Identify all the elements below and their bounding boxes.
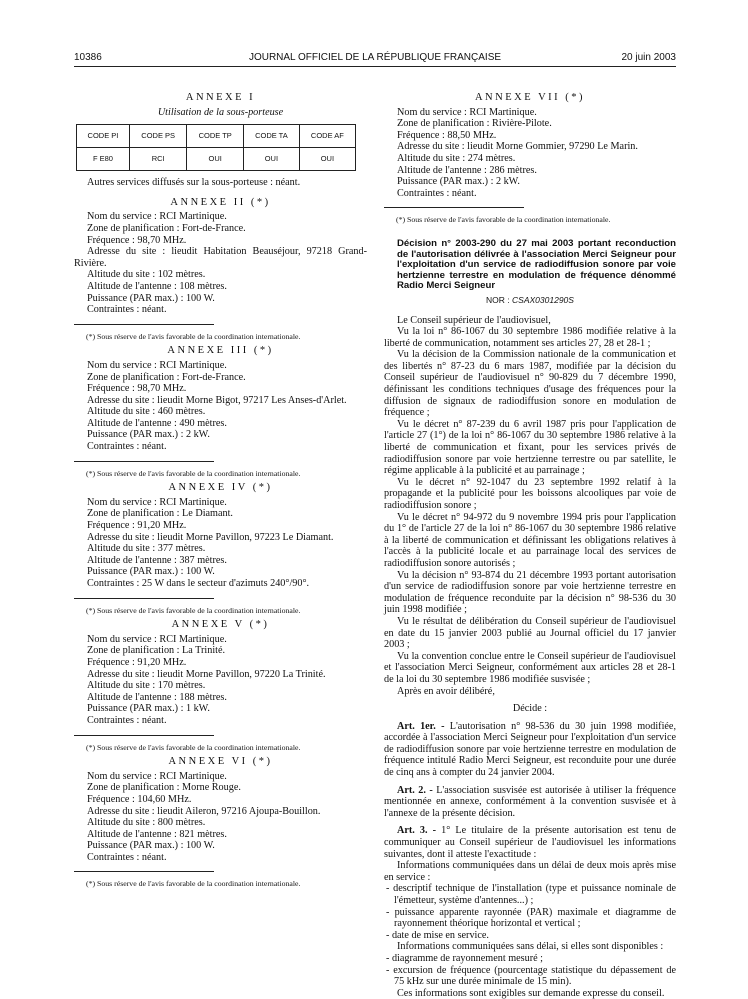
annex-4-body [74,497,367,590]
visas-list [384,315,676,698]
text-line: Zone de planification : Morne Rouge. [87,782,241,794]
footnote: (*) Sous réserve de l'avis favorable de la coordination internationale. [86,605,301,615]
list-item: - descriptif technique de l'installation (type et puissance nominale de l'émetteur, système d'antennes...) ; [386,883,676,906]
text-line: Fréquence : 88,50 MHz. [397,129,497,141]
footnote-rule [74,871,214,872]
list-item: - excursion de fréquence (pourcentage statistique du dépassement de 75 kHz sur une durée minimale de 15 min). [386,964,676,988]
footnote-rule [74,461,214,462]
annex-7-body [384,107,676,200]
text-line: Contraintes : néant. [87,441,167,453]
footnote-rule [74,735,214,736]
table-header-cell: CODE TP [187,125,244,148]
text-line: Fréquence : 98,70 MHz. [87,234,187,246]
text-line: Puissance (PAR max.) : 2 kW. [397,176,520,188]
decision-title: Décision n° 2003-290 du 27 mai 2003 portant reconduction de l'autorisation délivrée à l'association Merci Seigneur pour l'exploitation d'un service de radiodiffusion sonore par voie hertzienne terrestre en modulation de fréquence dénommé Radio Merci Seigneur [397,237,676,292]
text-line: Fréquence : 104,60 MHz. [87,793,192,805]
text-line: Zone de planification : La Trinité. [87,645,226,657]
text-line: Contraintes : néant. [87,714,167,726]
text-line: Nom du service : RCI Martinique. [87,496,227,508]
text-line: Nom du service : RCI Martinique. [87,770,227,782]
text-line: Contraintes : néant. [87,304,167,316]
list-item: - date de mise en service. [386,929,489,941]
article-1-label: Art. 1er. - [397,720,445,732]
info-delay-list [384,883,676,941]
article-3 [384,825,676,860]
text-line: Contraintes : 25 W dans le secteur d'azimuts 240°/90°. [87,578,310,589]
text-line: Puissance (PAR max.) : 100 W. [87,840,215,852]
table-cell: RCI [129,148,186,171]
text-line: Nom du service : RCI Martinique. [87,359,227,371]
text-line: Contraintes : néant. [397,187,477,199]
text-line: Altitude du site : 800 mètres. [87,817,206,829]
text-line: Altitude du site : 170 mètres. [87,680,206,692]
annex-4-title: ANNEXE IV (*) [168,482,273,494]
table-cell: F E80 [77,148,130,171]
text-line: Adresse du site : lieudit Morne Pavillon, 97220 La Trinité. [87,668,326,680]
left-column [74,92,367,893]
text-line: Fréquence : 91,20 MHz. [87,520,187,532]
footnote: (*) Sous réserve de l'avis favorable de la coordination internationale. [86,331,301,341]
text-line: Vu la loi n° 86-1067 du 30 septembre 1986 modifiée relative à la liberté de communication, notamment ses articles 27, 28 et 28-1 ; [384,326,676,349]
footnote: (*) Sous réserve de l'avis favorable de la coordination internationale. [396,215,611,225]
text-line: Zone de planification : Fort-de-France. [87,222,246,234]
text-line: Zone de planification : Le Diamant. [87,508,233,520]
text-line: Adresse du site : lieudit Morne Gommier, 97290 Le Marin. [397,141,638,153]
info-immediate-heading: Informations communiquées sans délai, si elles sont disponibles : [397,941,664,953]
table-header-cell: CODE PS [129,125,186,148]
text-line: Altitude du site : 377 mètres. [87,543,206,555]
text-line: Puissance (PAR max.) : 100 W. [87,292,215,304]
annex-5-body [74,634,367,727]
annex-2-body [74,211,367,315]
annex-3-title: ANNEXE III (*) [167,345,274,357]
text-line: Altitude de l'antenne : 286 mètres. [397,164,537,176]
article-2-label: Art. 2. - [397,784,433,796]
article-2 [384,785,676,820]
annex-6-body [74,771,367,864]
text-line: Altitude de l'antenne : 108 mètres. [87,280,227,292]
info-delay-heading: Informations communiquées dans un délai de deux mois après mise en service : [384,860,676,883]
annex-1-subtitle: Utilisation de la sous-porteuse [157,106,284,118]
text-line: Fréquence : 98,70 MHz. [87,383,187,395]
article-3-text: 1° Le titulaire de la présente autorisation est tenu de communiquer au Conseil supérieur de l'audiovisuel les informations suivantes, dont il atteste l'exactitude : [384,825,676,860]
text-line: Fréquence : 91,20 MHz. [87,656,187,668]
footnote-rule [74,324,214,325]
text-line: Nom du service : RCI Martinique. [397,106,537,118]
annex-6-title: ANNEXE VI (*) [168,756,273,768]
table-header-row [77,125,356,148]
nor-code: CSAX0301290S [512,294,574,305]
footnote: (*) Sous réserve de l'avis favorable de la coordination internationale. [86,879,301,889]
text-line: Nom du service : RCI Martinique. [87,211,227,223]
article-2-text: L'association susvisée est autorisée à utiliser la fréquence mentionnée en annexe, conformément à la convention susvisée et à l'annexe de la présente décision. [384,784,676,819]
text-line: Vu la décision de la Commission nationale de la communication et des libertés n° 87-23 du 6 mars 1987, modifiée par la décision du Conseil supérieur de l'audiovisuel n° 90-829 du 7 décembre 1990, définissant les conditions techniques d'usage des fréquences pour la diffusion de signaux de radiodiffusion sonore en modulation de fréquence ; [384,349,676,419]
text-line: Le Conseil supérieur de l'audiovisuel, [397,314,551,326]
text-line: Vu la décision n° 93-874 du 21 décembre 1993 portant autorisation d'un service de radiodiffusion sonore par voie hertzienne terrestre en modulation de fréquence reconduite par la décision n° 98-536 du 30 juin 1998 modifiée ; [384,569,676,616]
text-line: Vu le décret n° 87-239 du 6 avril 1987 pris pour l'application de l'article 27 (1°) de la loi n° 86-1067 du 30 septembre 1986 relative à la liberté de communication et fixant, pour les services privés de radiodiffusion sonore par voie hertzienne terrestre ou par satellite, le régime applicable à la publicité et au parrainage ; [384,418,676,477]
publication-date: 20 juin 2003 [621,52,676,63]
article-1-text: L'autorisation n° 98-536 du 30 juin 1998 modifiée, accordée à l'association Merci Seigneur pour l'exploitation d'un service de radiodiffusion sonore par voie hertzienne terrestre en modulation de fréquence intitulé Radio Merci Seigneur, est reconduite pour une durée de cinq ans à compter du 24 janvier 2004. [384,720,676,779]
info-immediate-list [384,953,676,988]
text-line: Puissance (PAR max.) : 100 W. [87,566,215,578]
list-item: - puissance apparente rayonnée (PAR) maximale et diagramme de rayonnement théorique horizontal et vertical ; [386,906,676,930]
text-line: Altitude du site : 274 mètres. [397,152,516,164]
journal-title: JOURNAL OFFICIEL DE LA RÉPUBLIQUE FRANÇAISE [248,52,502,63]
footnote: (*) Sous réserve de l'avis favorable de la coordination internationale. [86,742,301,752]
text-line: Zone de planification : Rivière-Pilote. [397,118,552,130]
annex-5-title: ANNEXE V (*) [171,619,270,631]
text-line: Nom du service : RCI Martinique. [87,633,227,645]
nor-reference [384,295,676,307]
text-line: Altitude de l'antenne : 188 mètres. [87,691,227,703]
text-line: Vu le résultat de délibération du Conseil supérieur de l'audiovisuel en date du 15 janvier 2003 publié au Journal officiel du 17 janvier 2003 ; [384,615,676,651]
text-line: Altitude du site : 460 mètres. [87,406,206,418]
text-line: Zone de planification : Fort-de-France. [87,371,246,383]
text-line: Adresse du site : lieudit Aileron, 97216 Ajoupa-Bouillon. [87,805,321,817]
table-header-cell: CODE TA [244,125,300,148]
decide-heading: Décide : [512,703,548,715]
list-item: - diagramme de rayonnement mesuré ; [386,952,543,964]
table-row [77,148,356,171]
text-line: Vu le décret n° 94-972 du 9 novembre 1994 pris pour l'application du 1° de l'article 27 de la loi n° 86-1067 du 30 septembre 1986 relative à la liberté de communication et définissant les obligations relatives à l'accès à la publicité locale et au parrainage local des services de radiodiffusion sonore autorisés ; [384,511,676,569]
article-3-label: Art. 3. - [397,825,437,837]
footnote: (*) Sous réserve de l'avis favorable de la coordination internationale. [86,468,301,478]
footnote-rule [384,207,524,208]
page-number: 10386 [74,52,102,63]
table-cell: OUI [299,148,355,171]
text-line: Altitude du site : 102 mètres. [87,269,206,281]
annex-2-title: ANNEXE II (*) [170,196,271,208]
text-line: Vu le décret n° 92-1047 du 23 septembre 1992 relatif à la propagande et la publicité pour les boissons alcooliques par voie de radiodiffusion sonore ; [384,476,676,511]
closing-line: Ces informations sont exigibles sur demande expresse du conseil. [397,987,665,999]
page-header [74,52,676,67]
text-line: Adresse du site : lieudit Morne Pavillon, 97223 Le Diamant. [87,531,334,543]
text-line: Après en avoir délibéré, [397,685,495,697]
table-cell: OUI [187,148,244,171]
nor-label: NOR : [486,294,510,305]
article-1 [384,721,676,779]
text-line: Altitude de l'antenne : 821 mètres. [87,828,227,840]
text-line: Altitude de l'antenne : 387 mètres. [87,554,227,566]
annex-7-title: ANNEXE VII (*) [474,92,586,103]
footnote-rule [74,598,214,599]
text-line: Puissance (PAR max.) : 2 kW. [87,429,210,441]
table-header-cell: CODE PI [77,125,130,148]
codes-table [76,124,356,171]
text-line: Contraintes : néant. [87,851,167,863]
text-line: Altitude de l'antenne : 490 mètres. [87,417,227,429]
table-header-cell: CODE AF [299,125,355,148]
text-line: Adresse du site : lieudit Morne Bigot, 97217 Les Anses-d'Arlet. [87,394,347,406]
text-line: Puissance (PAR max.) : 1 kW. [87,703,210,715]
annex-1-title: ANNEXE I [185,92,256,103]
annex-1-note: Autres services diffusés sur la sous-porteuse : néant. [87,177,301,189]
text-line: Adresse du site : lieudit Habitation Beauséjour, 97218 Grand-Rivière. [74,246,367,269]
annex-3-body [74,360,367,453]
right-column [384,92,676,999]
text-line: Vu la convention conclue entre le Conseil supérieur de l'audiovisuel et l'association Merci Seigneur, conformément aux articles 28 et 28-1 de la loi du 30 septembre 1986 modifiée susvisée ; [384,650,676,685]
table-cell: OUI [244,148,300,171]
